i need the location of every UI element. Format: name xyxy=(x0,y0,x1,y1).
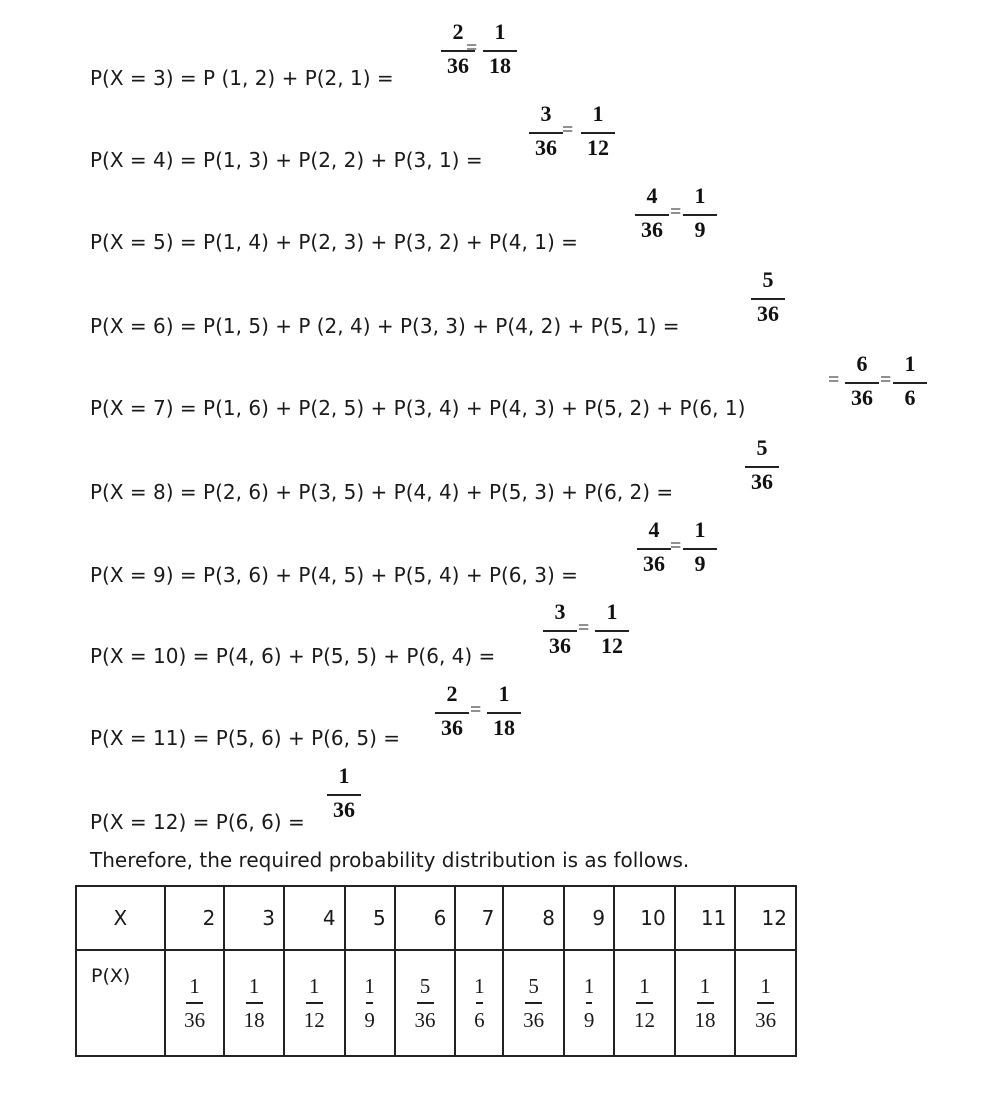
equation-x12: P(X = 12) = P(6, 6) = xyxy=(90,810,305,834)
probability-cell: $\frac{1}{9}$ xyxy=(345,950,395,1056)
x-value: 4 xyxy=(284,886,345,950)
conclusion-text: Therefore, the required probability distribution is as follows. xyxy=(90,848,690,872)
x-value: 12 xyxy=(735,886,796,950)
x-value: 10 xyxy=(614,886,675,950)
equals-sign: = xyxy=(670,201,682,223)
equation-x5: P(X = 5) = P(1, 4) + P(2, 3) + P(3, 2) + P(4, 1) = xyxy=(90,230,578,254)
probability-cell: $\frac{1}{12}$ xyxy=(284,950,345,1056)
x-value: 9 xyxy=(564,886,614,950)
equals-sign: = xyxy=(578,617,590,639)
equation-x9: P(X = 9) = P(3, 6) + P(4, 5) + P(5, 4) + P(6, 3) = xyxy=(90,563,578,587)
probability-cell: $\frac{1}{12}$ xyxy=(614,950,675,1056)
probability-cell: $\frac{1}{18}$ xyxy=(675,950,736,1056)
x-header: X xyxy=(76,886,165,950)
probability-cell: $\frac{5}{36}$ xyxy=(503,950,564,1056)
x-value: 3 xyxy=(224,886,284,950)
probability-cell: $\frac{1}{9}$ xyxy=(564,950,614,1056)
distribution-table xyxy=(75,885,797,1057)
probability-header: P(X) xyxy=(76,950,165,1056)
equation-x3: P(X = 3) = P (1, 2) + P(2, 1) = xyxy=(90,66,394,90)
x-row xyxy=(76,886,796,950)
equals-sign: = xyxy=(466,37,478,59)
x-value: 11 xyxy=(675,886,736,950)
equals-sign: = xyxy=(828,369,840,391)
equation-x6: P(X = 6) = P(1, 5) + P (2, 4) + P(3, 3) + P(4, 2) + P(5, 1) = xyxy=(90,314,680,338)
equals-sign: = xyxy=(562,119,574,141)
x-value: 5 xyxy=(345,886,395,950)
equals-sign: = xyxy=(670,535,682,557)
equation-x7: P(X = 7) = P(1, 6) + P(2, 5) + P(3, 4) + P(4, 3) + P(5, 2) + P(6, 1) xyxy=(90,396,746,420)
equation-x10: P(X = 10) = P(4, 6) + P(5, 5) + P(6, 4) = xyxy=(90,644,496,668)
x-value: 7 xyxy=(455,886,503,950)
x-value: 6 xyxy=(395,886,456,950)
x-value: 8 xyxy=(503,886,564,950)
equation-x11: P(X = 11) = P(5, 6) + P(6, 5) = xyxy=(90,726,401,750)
probability-cell: $\frac{1}{36}$ xyxy=(735,950,796,1056)
equals-sign: = xyxy=(470,699,482,721)
x-value: 2 xyxy=(165,886,225,950)
probability-cell: $\frac{1}{36}$ xyxy=(165,950,225,1056)
probability-cell: $\frac{5}{36}$ xyxy=(395,950,456,1056)
equation-x4: P(X = 4) = P(1, 3) + P(2, 2) + P(3, 1) = xyxy=(90,148,483,172)
equation-x8: P(X = 8) = P(2, 6) + P(3, 5) + P(4, 4) + P(5, 3) + P(6, 2) = xyxy=(90,480,674,504)
probability-cell: $\frac{1}{6}$ xyxy=(455,950,503,1056)
equals-sign: = xyxy=(880,369,892,391)
probability-row xyxy=(76,950,796,1056)
probability-cell: $\frac{1}{18}$ xyxy=(224,950,284,1056)
